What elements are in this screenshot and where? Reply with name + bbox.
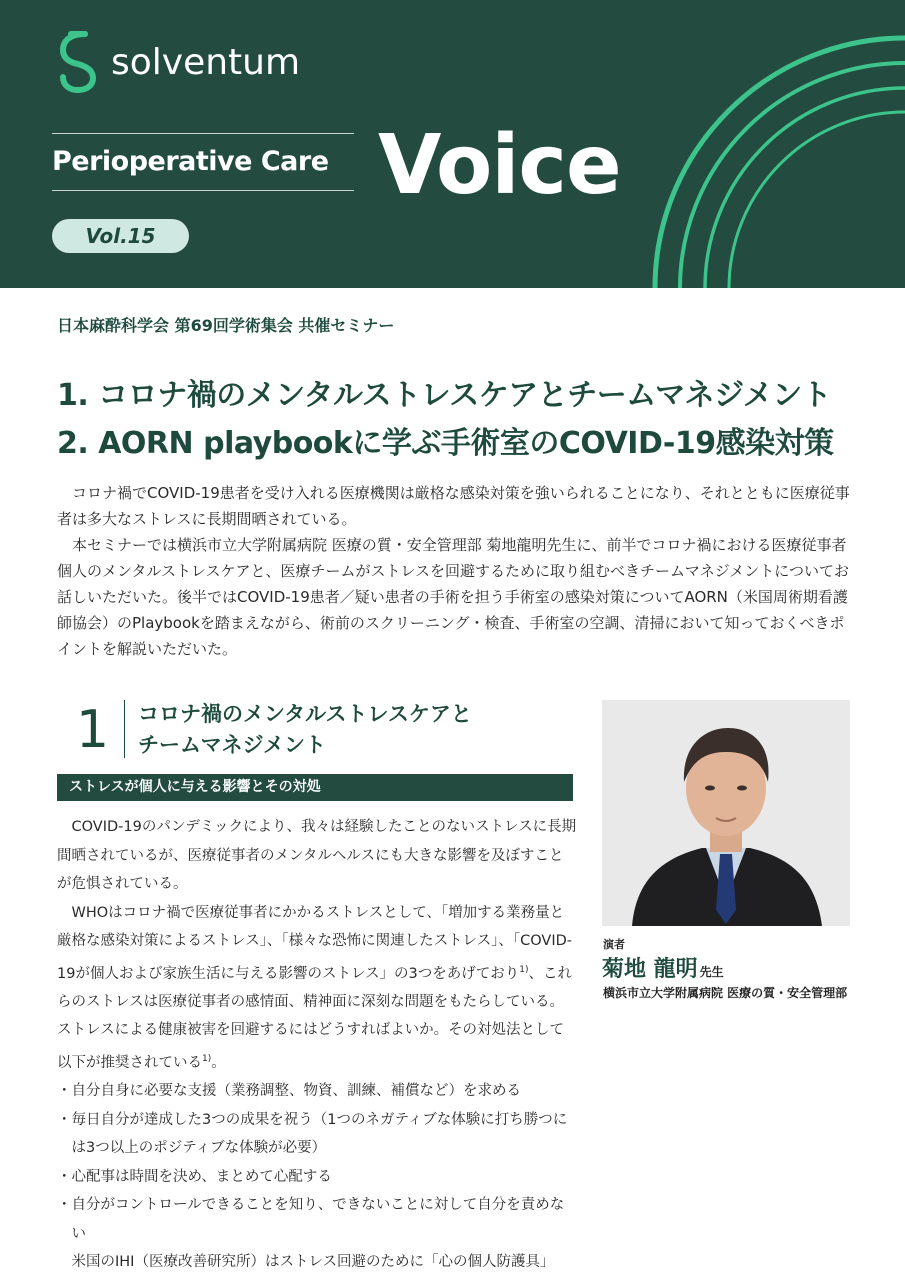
list-item: ・ 自分自身に必要な支援（業務調整、物資、訓練、補償など）を求める (57, 1077, 577, 1106)
reference-mark: 1) (202, 1053, 212, 1064)
body-text: 、これらのストレスは医療従事者の感情面、精神面に深刻な問題をもたらしている。ストレスによる健康被害を回避するにはどうすればよいか。その対処法として以下が推奨されている (57, 965, 572, 1071)
subheading-band: ストレスが個人に与える影響とその対処 (57, 774, 573, 801)
speaker-affiliation: 横浜市立大学附属病院 医療の質・安全管理部 (603, 986, 848, 1000)
body-text: WHOはコロナ禍で医療従事者にかかるストレスとして、「増加する業務量と厳格な感染対策によるストレス」、「様々な恐怖に関連したストレス」、「COVID-19が個人および家族生活に与える影響のストレス」の3つをあげており (57, 904, 573, 982)
recommendation-list (57, 1077, 577, 1248)
article-title-1: 1. コロナ禍のメンタルストレスケアとチームマネジメント (57, 378, 832, 413)
magazine-title: Voice (378, 118, 621, 213)
section-title-line: チームマネジメント (138, 733, 326, 757)
speaker-portrait-icon (602, 700, 850, 926)
speaker-honorific: 先生 (699, 965, 724, 979)
brand-logo (55, 30, 300, 94)
intro-paragraph: 本セミナーでは横浜市立大学附属病院 医療の質・安全管理部 菊地龍明先生に、前半でコロナ禍における医療従事者個人のメンタルストレスケアと、医療チームがストレスを回避するために取り組むべきチームマネジメントについてお話しいただいた。後半ではCOVID-19患者／疑い患者の手術を担う手術室の感染対策についてAORN（米国周術期看護師協会）のPlaybookを踏まえながら、術前のスクリーニング・検査、手術室の空調、清掃において知っておくべきポイントを解説いただいた。 (57, 536, 850, 658)
body-text: 。 (211, 1054, 226, 1071)
seminar-label: 日本麻酔科学会 第69回学術集会 共催セミナー (57, 316, 395, 335)
list-item: ・ 心配事は時間を決め、まとめて心配する (57, 1163, 577, 1192)
series-rule-bottom (52, 190, 354, 191)
list-item: ・ 自分がコントロールできることを知り、できないことに対して自分を責めない (57, 1191, 577, 1248)
intro-paragraph: コロナ禍でCOVID-19患者を受け入れる医療機関は厳格な感染対策を強いられることになり、それとともに医療従事者は多大なストレスに長期間晒されている。 (57, 484, 850, 528)
body-paragraph (57, 899, 577, 1078)
brand-name: solventum (111, 41, 301, 83)
volume-badge: Vol.15 (52, 219, 189, 253)
article-title-2: 2. AORN playbookに学ぶ手術室のCOVID-19感染対策 (57, 426, 834, 461)
section-title-line: コロナ禍のメンタルストレスケアと (138, 702, 472, 726)
body-paragraph: 米国のIHI（医療改善研究所）はストレス回避のために「心の個人防護具」 (71, 1254, 555, 1271)
speaker-photo (602, 700, 850, 926)
body-paragraph: COVID-19のパンデミックにより、我々は経験したことのないストレスに長期間晒されているが、医療従事者のメンタルヘルスにも大きな影響を及ぼすことが危惧されている。 (57, 819, 577, 892)
speaker-label: 演者 (603, 938, 625, 951)
speaker-name (602, 952, 724, 983)
speaker-name-text: 菊地 龍明 (602, 957, 698, 982)
list-item: ・ 毎日自分が達成した3つの成果を祝う（1つのネガティブな体験に打ち勝つには3つ以上のポジティブな体験が必要） (57, 1106, 577, 1163)
intro-text (57, 480, 852, 662)
section-body (57, 813, 577, 1277)
section-number: 1 (76, 700, 110, 760)
header-banner (0, 0, 905, 288)
solventum-s-icon (55, 30, 101, 94)
series-title: Perioperative Care (52, 146, 329, 177)
series-rule-top (52, 133, 354, 134)
section-divider (124, 700, 125, 758)
reference-mark: 1) (519, 964, 529, 975)
section-title (138, 699, 472, 761)
